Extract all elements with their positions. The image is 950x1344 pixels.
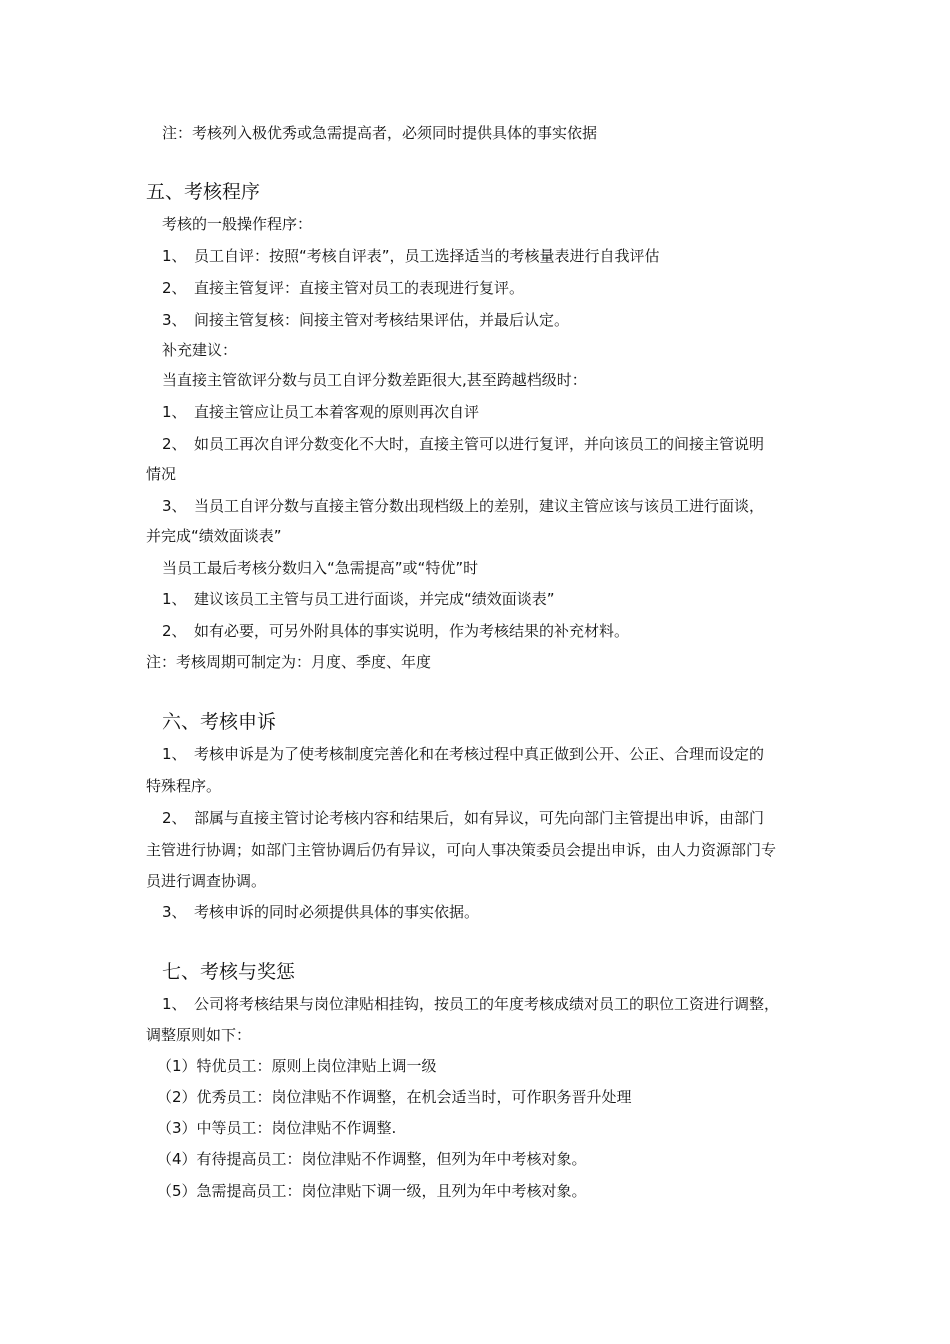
item-continuation: 情况: [146, 465, 177, 483]
item-number: 2、: [162, 435, 187, 453]
item-number: 2、: [162, 279, 187, 297]
section-5-note: 注：考核周期可制定为：月度、季度、年度: [146, 653, 432, 671]
rule-item: （4）有待提高员工：岗位津贴不作调整，但列为年中考核对象。: [157, 1150, 587, 1168]
item-text: 当员工自评分数与直接主管分数出现档级上的差别，建议主管应该与该员工进行面谈，: [194, 497, 765, 515]
condition-1: 当直接主管欲评分数与员工自评分数差距很大,甚至跨越档级时：: [162, 371, 587, 389]
item-text: 公司将考核结果与岗位津贴相挂钩，按员工的年度考核成绩对员工的职位工资进行调整，: [194, 995, 780, 1013]
rule-item: （3）中等员工：岗位津贴不作调整.: [157, 1119, 397, 1137]
item-continuation: 调整原则如下：: [146, 1026, 252, 1044]
item-text: 直接主管复评：直接主管对员工的表现进行复评。: [194, 279, 525, 297]
list-item: [162, 402, 479, 422]
list-item: [162, 246, 660, 266]
rule-item: （5）急需提高员工：岗位津贴下调一级，且列为年中考核对象。: [157, 1182, 587, 1200]
item-continuation: 员进行调查协调。: [146, 872, 267, 890]
item-number: 3、: [162, 311, 187, 329]
item-text: 建议该员工主管与员工进行面谈，并完成“绩效面谈表”: [194, 590, 555, 608]
item-text: 如有必要，可另外附具体的事实说明，作为考核结果的补充材料。: [194, 622, 630, 640]
list-item: [162, 621, 629, 641]
item-number: 1、: [162, 745, 187, 763]
item-number: 3、: [162, 903, 187, 921]
item-continuation: 主管进行协调；如部门主管协调后仍有异议，可向人事决策委员会提出申诉，由人力资源部门专: [146, 841, 777, 859]
list-item: [162, 902, 479, 922]
item-number: 1、: [162, 247, 187, 265]
rule-item: （2）优秀员工：岗位津贴不作调整，在机会适当时，可作职务晋升处理: [157, 1088, 632, 1106]
item-text: 考核申诉的同时必须提供具体的事实依据。: [194, 903, 480, 921]
item-number: 2、: [162, 622, 187, 640]
section-6-heading: 六、考核申诉: [162, 711, 277, 733]
item-text: 考核申诉是为了使考核制度完善化和在考核过程中真正做到公开、公正、合理而设定的: [194, 745, 765, 763]
item-number: 1、: [162, 403, 187, 421]
section-7-heading: 七、考核与奖惩: [162, 961, 296, 983]
list-item: [162, 278, 524, 298]
item-number: 1、: [162, 995, 187, 1013]
item-text: 直接主管应让员工本着客观的原则再次自评: [194, 403, 480, 421]
list-item: [162, 744, 764, 764]
item-continuation: 特殊程序。: [146, 777, 222, 795]
list-item: [162, 310, 569, 330]
list-item: [162, 496, 764, 516]
note-top: 注：考核列入极优秀或急需提高者，必须同时提供具体的事实依据: [162, 124, 598, 142]
item-text: 部属与直接主管讨论考核内容和结果后，如有异议，可先向部门主管提出申诉，由部门: [194, 809, 765, 827]
item-text: 如员工再次自评分数变化不大时，直接主管可以进行复评，并向该员工的间接主管说明: [194, 435, 765, 453]
item-text: 间接主管复核：间接主管对考核结果评估，并最后认定。: [194, 311, 570, 329]
section-5-heading: 五、考核程序: [146, 181, 261, 203]
list-item: [162, 589, 555, 609]
supplement-label: 补充建议：: [162, 341, 238, 359]
item-continuation: 并完成“绩效面谈表”: [146, 527, 282, 545]
rule-item: （1）特优员工：原则上岗位津贴上调一级: [157, 1057, 437, 1075]
section-5-intro: 考核的一般操作程序：: [162, 215, 313, 233]
list-item: [162, 994, 779, 1014]
list-item: [162, 434, 764, 454]
list-item: [162, 808, 764, 828]
item-number: 2、: [162, 809, 187, 827]
item-number: 1、: [162, 590, 187, 608]
condition-2: 当员工最后考核分数归入“急需提高”或“特优”时: [162, 559, 479, 577]
item-number: 3、: [162, 497, 187, 515]
item-text: 员工自评：按照“考核自评表”，员工选择适当的考核量表进行自我评估: [194, 247, 660, 265]
